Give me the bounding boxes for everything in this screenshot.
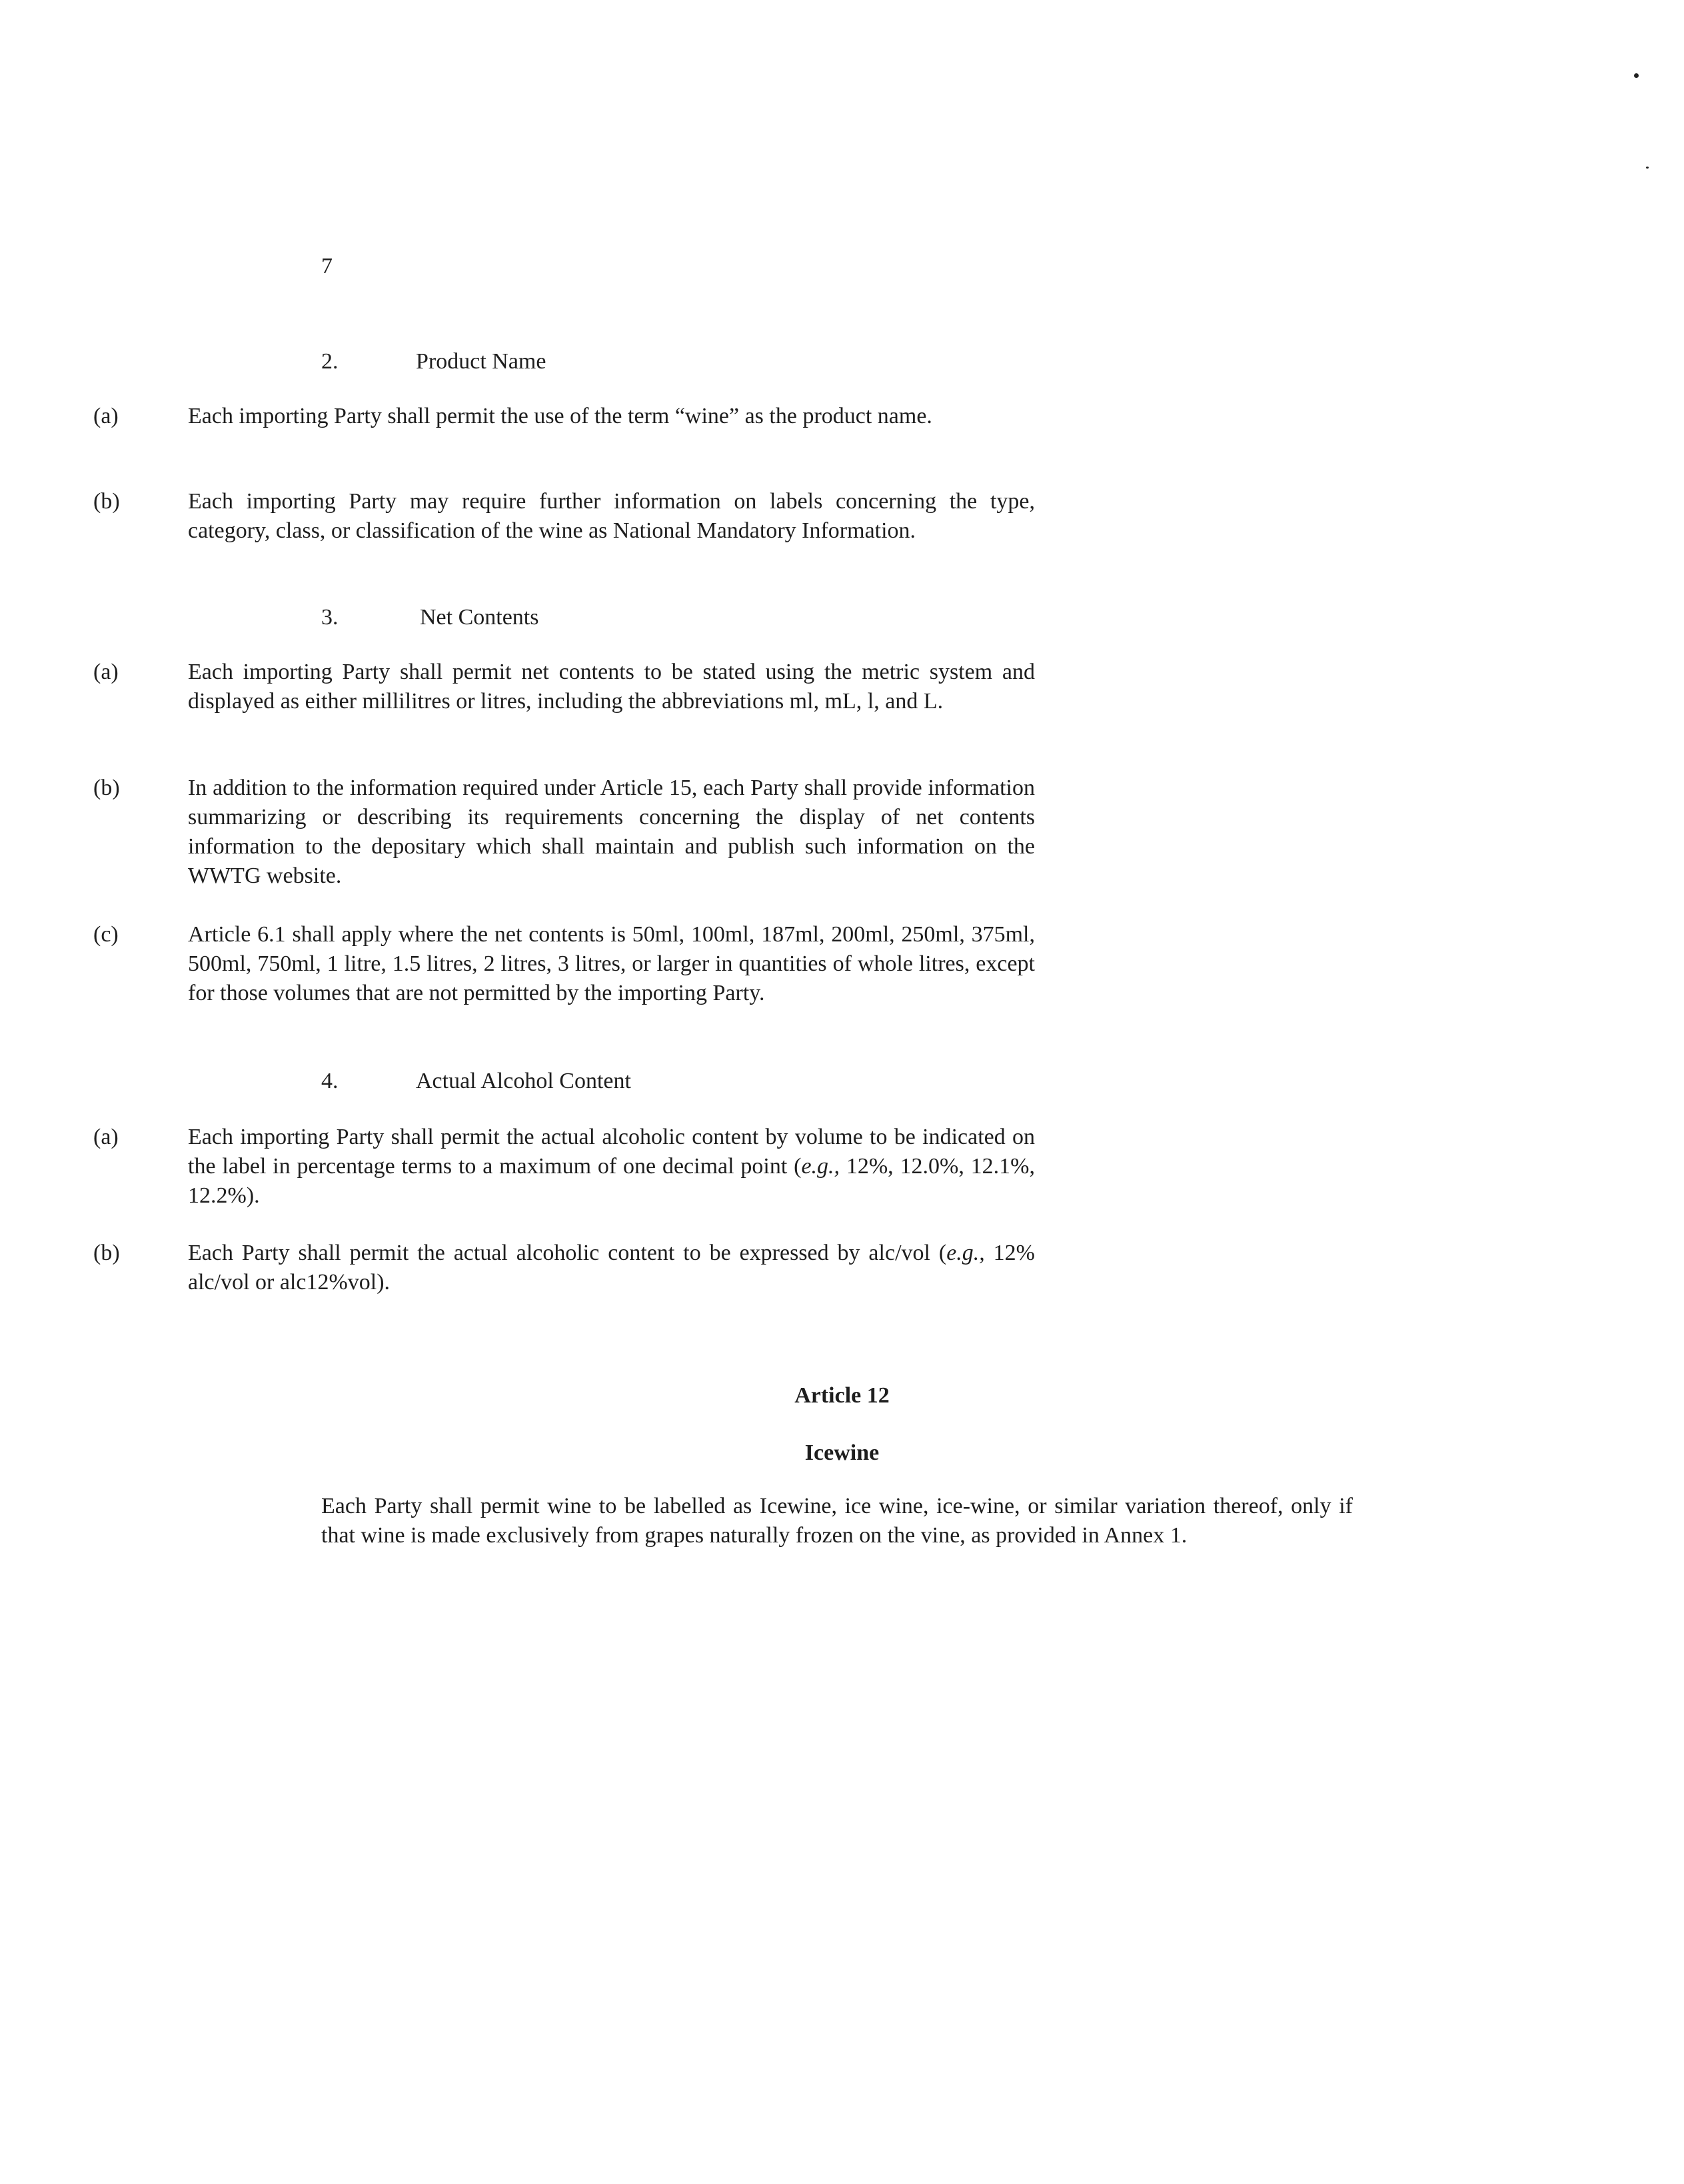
item-text-part: 12% alc/vol or alc12%vol).	[188, 1241, 1036, 1295]
item-text: Each importing Party shall permit the use of the term “wine” as the product name.	[188, 404, 932, 428]
page-number: 7	[321, 254, 333, 278]
section-title: Product Name	[416, 349, 546, 374]
item-text-part: 12%, 12.0%, 12.1%, 12.2%).	[188, 1154, 1035, 1208]
item-label: (c)	[93, 922, 119, 947]
section-number: 3.	[321, 605, 339, 630]
item-text-part: Each importing Party shall permit the actual alcoholic content by volume to be indicated on the label in percentage terms to a maximum of one decimal point (	[188, 1125, 1035, 1179]
item-label: (b)	[93, 776, 120, 800]
scan-speck	[1646, 167, 1649, 169]
item-text-italic: e.g.,	[801, 1154, 840, 1179]
section-number: 2.	[321, 349, 339, 374]
item-text: In addition to the information required under Article 15, each Party shall provide information summarizing or describing its requirements concerning the display of net contents information to the depositary which shall maintain and publish such information on the WWTG website.	[188, 776, 1035, 888]
item-text	[188, 1123, 1035, 1211]
article-heading: Article 12	[794, 1383, 890, 1408]
item-label: (a)	[93, 660, 119, 684]
article-subheading: Icewine	[804, 1440, 880, 1465]
item-label: (b)	[93, 1241, 120, 1265]
article-body: Each Party shall permit wine to be labelled as Icewine, ice wine, ice-wine, or similar variation thereof, only if that wine is made exclusively from grapes naturally frozen on the vine, as provided in Annex 1.	[321, 1494, 1353, 1548]
item-text: Article 6.1 shall apply where the net contents is 50ml, 100ml, 187ml, 200ml, 250ml, 375ml, 500ml, 750ml, 1 litre, 1.5 litres, 2 litres, 3 litres, or larger in quantities of whole litres, except for those volumes that are not permitted by the importing Party.	[188, 922, 1035, 1005]
item-label: (b)	[93, 489, 120, 514]
section-number: 4.	[321, 1069, 339, 1093]
scan-speck	[1634, 73, 1639, 78]
item-text: Each importing Party may require further information on labels concerning the type, category, class, or classification of the wine as National Mandatory Information.	[188, 489, 1035, 543]
item-label: (a)	[93, 1125, 119, 1149]
item-text-italic: e.g.,	[946, 1241, 985, 1265]
item-label: (a)	[93, 404, 119, 428]
section-title: Net Contents	[420, 605, 539, 630]
item-text	[188, 1239, 1035, 1297]
section-title: Actual Alcohol Content	[416, 1069, 631, 1093]
item-text-part: Each Party shall permit the actual alcoholic content to be expressed by alc/vol (	[188, 1241, 947, 1265]
item-text: Each importing Party shall permit net contents to be stated using the metric system and displayed as either millilitres or litres, including the abbreviations ml, mL, l, and L.	[188, 660, 1035, 714]
